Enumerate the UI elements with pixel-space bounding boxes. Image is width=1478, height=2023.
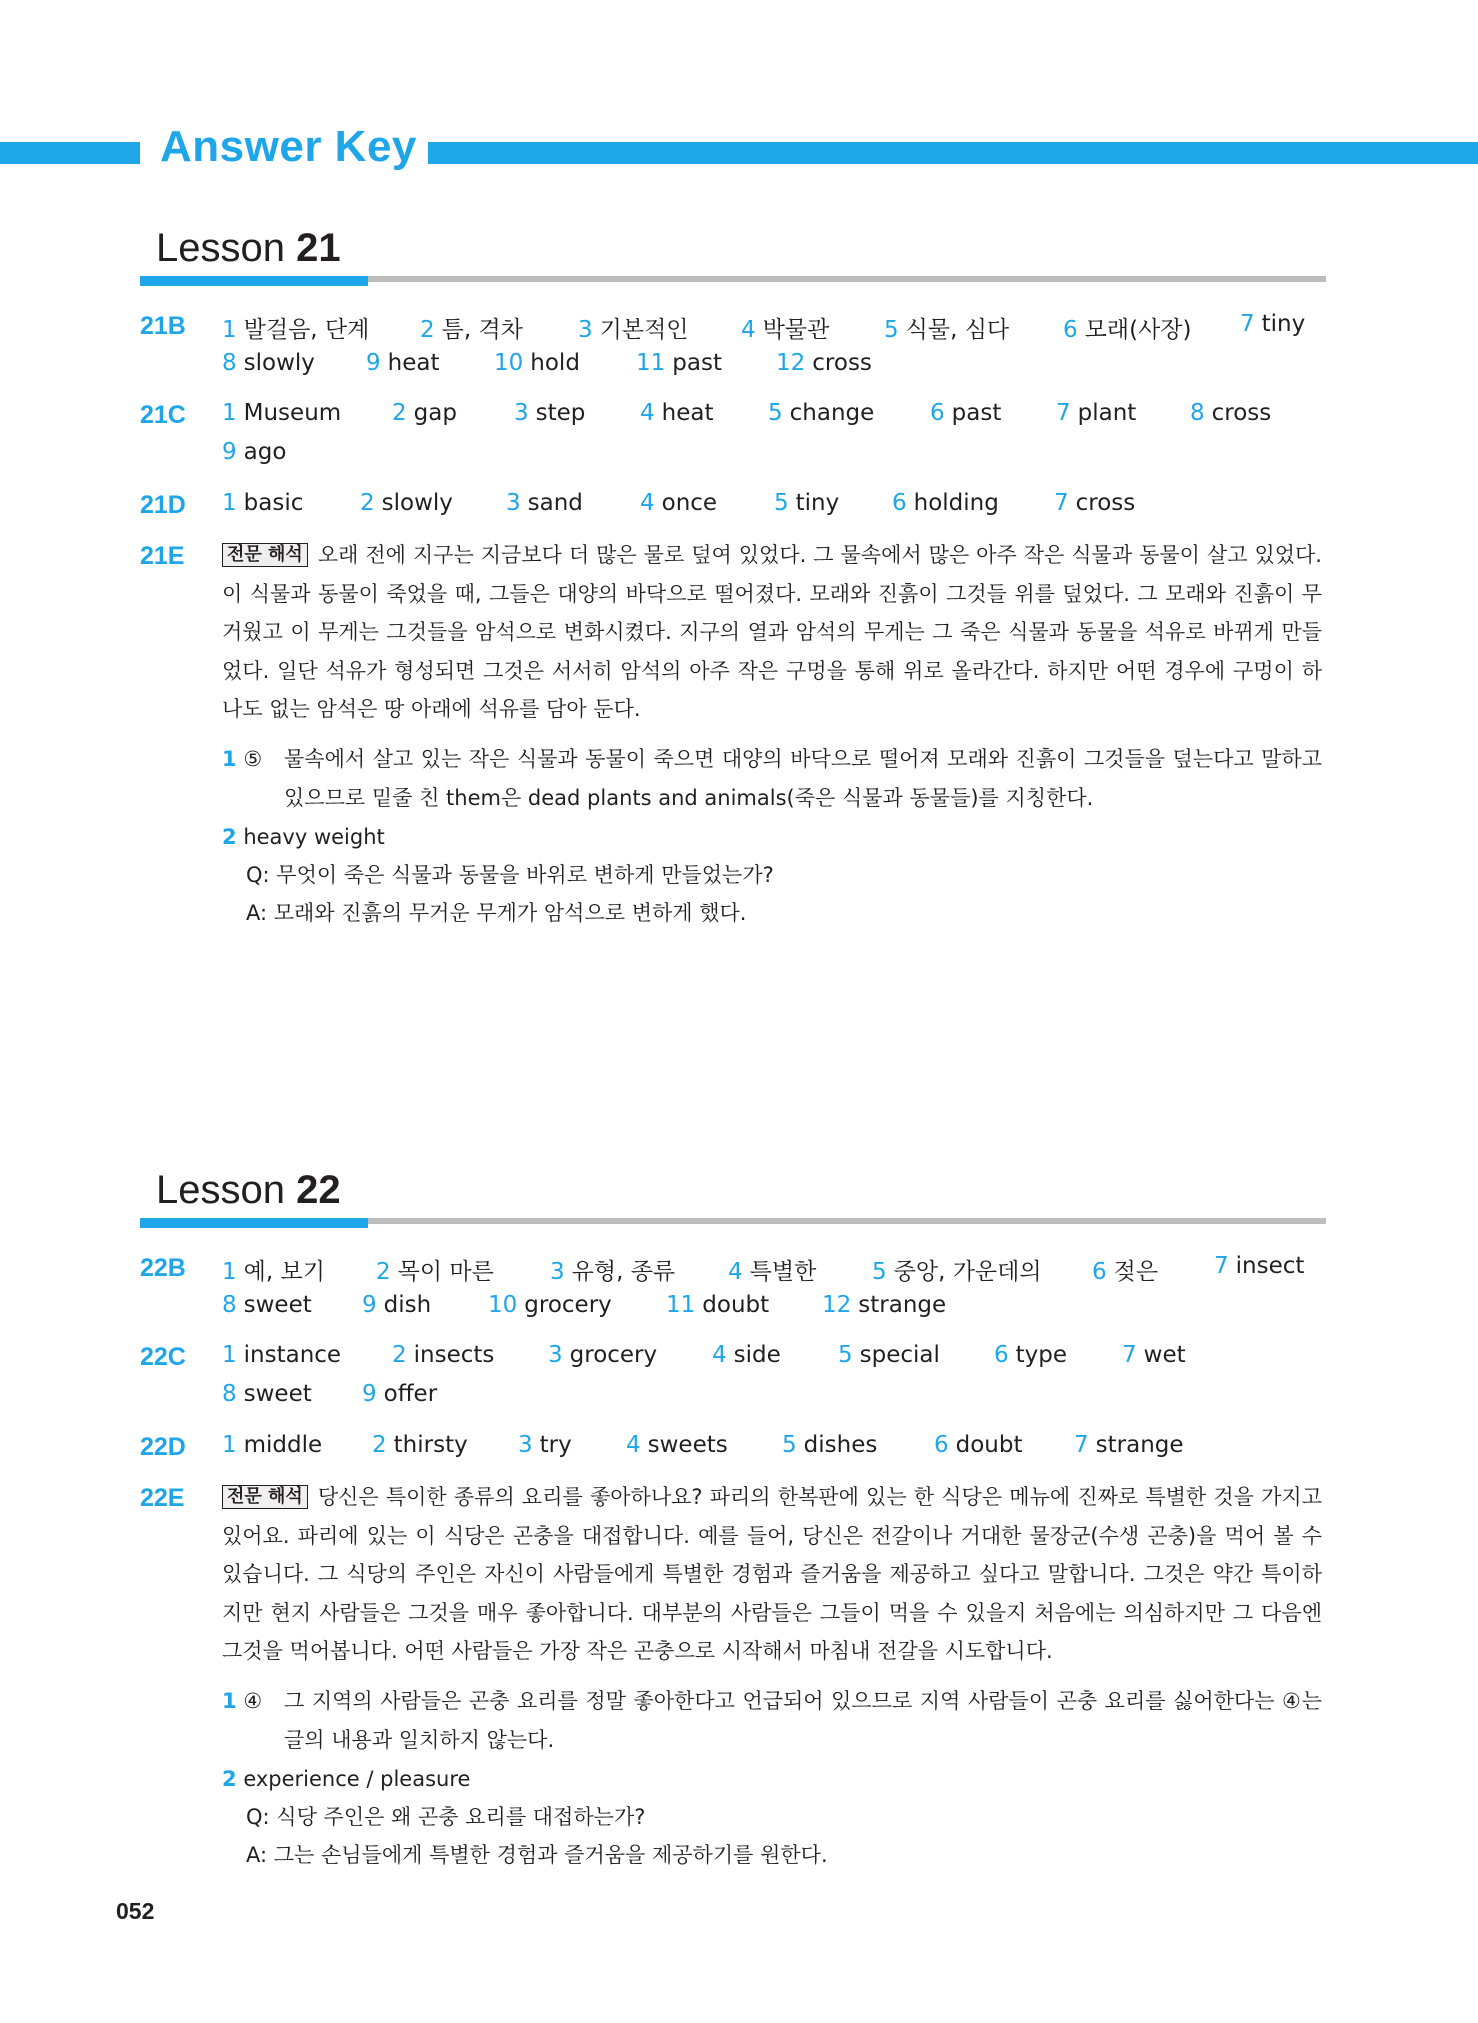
header-bar-right: [428, 142, 1478, 164]
section-label: 22D: [140, 1433, 186, 1461]
question-1-explanation: 물속에서 살고 있는 작은 식물과 동물이 죽으면 대양의 바닥으로 떨어져 모래와 진흙이 그것들을 덮는다고 말하고 있으므로 밑줄 친 them은 dead plants and animals(죽은 식물과 동물들)를 지칭한다.: [284, 747, 1322, 810]
answer-item: 2 목이 마른: [376, 1259, 494, 1285]
answer-item: 3 기본적인: [578, 317, 689, 343]
answer-item: 7 plant: [1056, 400, 1137, 426]
answer-item: 7 cross: [1054, 490, 1136, 516]
answer-item: 8 sweet: [222, 1292, 312, 1318]
section-label: 22B: [140, 1254, 186, 1282]
answer-item: 6 doubt: [934, 1432, 1023, 1458]
answer-item: 8 cross: [1190, 400, 1272, 426]
answer-item: 7 insect: [1214, 1253, 1305, 1279]
translation-paragraph: [222, 1478, 1322, 1671]
answer-item: 6 type: [994, 1342, 1068, 1368]
answer-item: 9 heat: [366, 350, 440, 376]
answer-item: 8 slowly: [222, 350, 315, 376]
answer-item: 2 틈, 격차: [420, 317, 523, 343]
translation-paragraph: [222, 536, 1322, 729]
answer-item: 5 식물, 심다: [884, 317, 1010, 343]
answer-item: 7 strange: [1074, 1432, 1184, 1458]
answer-key-header: [0, 122, 1478, 180]
answer-item: 1 middle: [222, 1432, 323, 1458]
question-1-explanation: 그 지역의 사람들은 곤충 요리를 정말 좋아한다고 언급되어 있으므로 지역 사람들이 곤충 요리를 싫어한다는 ④는 글의 내용과 일치하지 않는다.: [284, 1689, 1322, 1752]
translation-text: 당신은 특이한 종류의 요리를 좋아하나요? 파리의 한복판에 있는 한 식당은 메뉴에 진짜로 특별한 것을 가지고 있어요. 파리에 있는 이 식당은 곤충을 대접합니다. 예를 들어, 당신은 전갈이나 거대한 물장군(수생 곤충)을 먹어 볼 수 있습니다. 그 식당의 주인은 자신이 사람들에게 특별한 경험과 즐거움을 제공하고 싶다고 말합니다. 그것은 약간 특이하지만 현지 사람들은 그것을 매우 좋아합니다. 대부분의 사람들은 그들이 먹을 수 있을지 처음에는 의심하지만 그 다음엔 그것을 먹어봅니다. 어떤 사람들은 가장 작은 곤충으로 시작해서 마침내 전갈을 시도합니다.: [222, 1485, 1322, 1663]
answer-item: 4 박물관: [741, 317, 830, 343]
answer-item: 1 발걸음, 단계: [222, 317, 370, 343]
answer-item: 6 젖은: [1092, 1259, 1159, 1285]
translation-badge: 전문 해석: [222, 1485, 308, 1509]
translation-badge: 전문 해석: [222, 543, 308, 567]
answer-item: 5 change: [768, 400, 875, 426]
answer-item: 11 past: [636, 350, 722, 376]
question-2-a: A: 그는 손님들에게 특별한 경험과 즐거움을 제공하기를 원한다.: [246, 1843, 828, 1867]
answer-item: 3 grocery: [548, 1342, 658, 1368]
section-label: 22C: [140, 1343, 186, 1371]
answer-item: 4 heat: [640, 400, 714, 426]
answer-item: 5 tiny: [774, 490, 840, 516]
answer-item: 7 tiny: [1240, 311, 1306, 337]
answer-item: 3 sand: [506, 490, 583, 516]
answer-item: 10 grocery: [488, 1292, 612, 1318]
answer-item: 5 중앙, 가운데의: [872, 1259, 1042, 1285]
section-label: 22E: [140, 1484, 185, 1512]
section-label: 21C: [140, 401, 186, 429]
answer-item: 8 sweet: [222, 1381, 312, 1407]
answer-item: 4 특별한: [728, 1259, 817, 1285]
answer-item: 1 basic: [222, 490, 304, 516]
answer-item: 2 insects: [392, 1342, 495, 1368]
answer-item: 4 once: [640, 490, 718, 516]
answer-item: 4 side: [712, 1342, 781, 1368]
question-2-q: Q: 식당 주인은 왜 곤충 요리를 대접하는가?: [246, 1805, 646, 1829]
question-2-q: Q: 무엇이 죽은 식물과 동물을 바위로 변하게 만들었는가?: [246, 863, 774, 887]
answer-item: 4 sweets: [626, 1432, 728, 1458]
question-1: 1 ④: [222, 1689, 263, 1713]
translation-text: 오래 전에 지구는 지금보다 더 많은 물로 덮여 있었다. 그 물속에서 많은 아주 작은 식물과 동물이 살고 있었다. 이 식물과 동물이 죽었을 때, 그들은 대양의 바닥으로 떨어졌다. 모래와 진흙이 그것들 위를 덮었다. 그 모래와 진흙이 무거웠고 이 무게는 그것들을 암석으로 변화시켰다. 지구의 열과 암석의 무게는 그 죽은 식물과 동물을 석유로 바뀌게 만들었다. 일단 석유가 형성되면 그것은 서서히 암석의 아주 작은 구멍을 통해 위로 올라간다. 하지만 어떤 경우에 구멍이 하나도 없는 암석은 땅 아래에 석유를 담아 둔다.: [222, 543, 1322, 721]
lesson-title: Lesson 21: [156, 226, 341, 270]
answer-item: 5 special: [838, 1342, 940, 1368]
section-label: 21B: [140, 312, 186, 340]
answer-item: 5 dishes: [782, 1432, 878, 1458]
answer-item: 6 holding: [892, 490, 999, 516]
answer-item: 11 doubt: [666, 1292, 770, 1318]
section-label: 21E: [140, 542, 185, 570]
answer-item: 2 slowly: [360, 490, 453, 516]
answer-item: 9 ago: [222, 439, 287, 465]
answer-item: 3 step: [514, 400, 586, 426]
question-1: 1 ⑤: [222, 747, 263, 771]
answer-item: 1 Museum: [222, 400, 342, 426]
answer-item: 2 thirsty: [372, 1432, 468, 1458]
answer-item: 10 hold: [494, 350, 580, 376]
answer-item: 3 try: [518, 1432, 572, 1458]
answer-item: 2 gap: [392, 400, 457, 426]
page-number: 052: [116, 1898, 155, 1924]
answer-item: 6 모래(사장): [1063, 317, 1192, 343]
answer-item: 1 예, 보기: [222, 1259, 325, 1285]
answer-item: 9 offer: [362, 1381, 438, 1407]
lesson-rule-accent: [140, 1218, 368, 1228]
answer-item: 12 strange: [822, 1292, 947, 1318]
answer-item: 9 dish: [362, 1292, 432, 1318]
question-2: 2 heavy weight: [222, 825, 385, 849]
section-label: 21D: [140, 491, 186, 519]
answer-item: 7 wet: [1122, 1342, 1186, 1368]
header-title: Answer Key: [160, 122, 417, 171]
question-2-a: A: 모래와 진흙의 무거운 무게가 암석으로 변하게 했다.: [246, 901, 747, 925]
lesson-rule-accent: [140, 276, 368, 286]
question-2: 2 experience / pleasure: [222, 1767, 471, 1791]
header-bar-left: [0, 142, 140, 164]
lesson-title: Lesson 22: [156, 1168, 341, 1212]
answer-item: 6 past: [930, 400, 1002, 426]
answer-item: 3 유형, 종류: [550, 1259, 676, 1285]
answer-item: 12 cross: [776, 350, 872, 376]
answer-item: 1 instance: [222, 1342, 342, 1368]
